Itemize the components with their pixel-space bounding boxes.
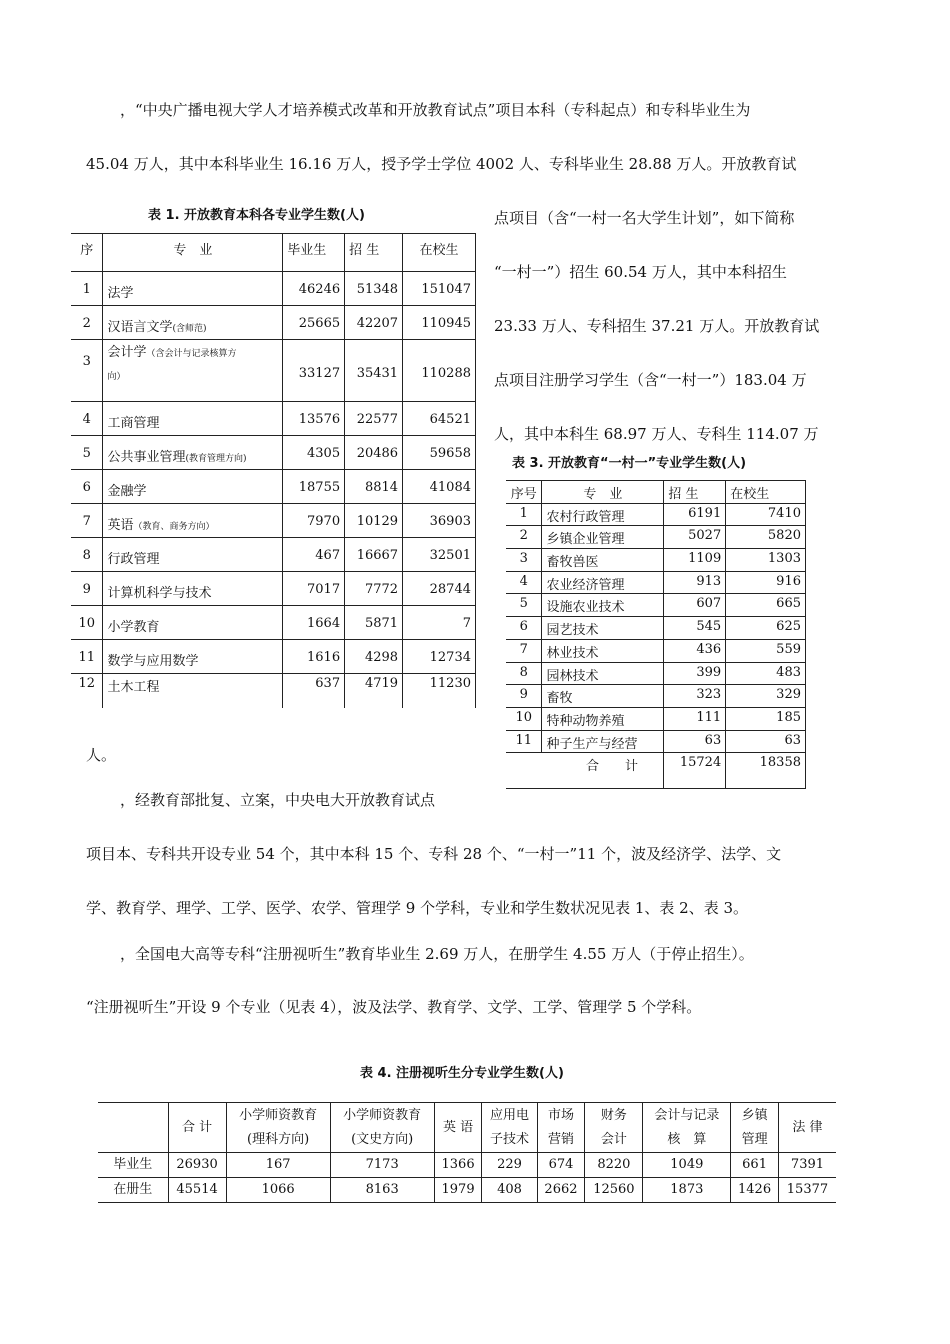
- enroll-cell: 607: [664, 594, 726, 617]
- header-cell: 序: [71, 234, 103, 272]
- table-row: [506, 707, 806, 730]
- current-cell: 110945: [403, 306, 476, 340]
- major-name: 设施农业技术: [542, 594, 664, 617]
- major-name: 农业经济管理: [542, 571, 664, 594]
- header-line1: 市场: [547, 1107, 574, 1123]
- current-cell: 12734: [403, 640, 476, 674]
- graduates-cell: 7970: [283, 504, 345, 538]
- row-number: 4: [506, 571, 542, 594]
- major-label: 汉语言文学: [107, 320, 173, 335]
- current-cell: 559: [726, 639, 806, 662]
- enroll-cell: 42207: [345, 306, 403, 340]
- enroll-cell: 35431: [345, 340, 403, 402]
- current-cell: 7: [403, 606, 476, 640]
- paragraph-line: 人。: [86, 746, 117, 764]
- table-cell: 1979: [434, 1178, 482, 1203]
- table-cell: 661: [731, 1153, 779, 1178]
- major-note: 向）: [107, 372, 126, 382]
- row-number: 8: [506, 662, 542, 685]
- header-line1: 小学师资教育: [343, 1107, 422, 1123]
- current-cell: 64521: [403, 402, 476, 436]
- table-row: [71, 272, 476, 306]
- graduates-cell: 18755: [283, 470, 345, 504]
- header-cell: 招 生: [345, 234, 403, 272]
- row-number: 5: [506, 594, 542, 617]
- graduates-cell: 25665: [283, 306, 345, 340]
- table-row: [71, 572, 476, 606]
- header-cell: [643, 1103, 731, 1153]
- current-cell: 110288: [403, 340, 476, 402]
- graduates-cell: 46246: [283, 272, 345, 306]
- header-line1: 法 律: [792, 1119, 823, 1135]
- current-cell: 151047: [403, 272, 476, 306]
- table-cell: 408: [482, 1178, 537, 1203]
- header-line1: 小学师资教育: [239, 1107, 318, 1123]
- major-name: 园艺技术: [542, 617, 664, 640]
- header-cell: [168, 1103, 226, 1153]
- header-line1: 合 计: [181, 1119, 213, 1135]
- major-label: 会计学: [107, 345, 147, 360]
- header-line2: 子技术: [490, 1131, 530, 1147]
- row-number: 6: [71, 470, 103, 504]
- table-cell: 7391: [778, 1153, 836, 1178]
- header-cell: 在校生: [726, 481, 806, 504]
- paragraph-line: 45.04 万人，其中本科毕业生 16.16 万人，授予学士学位 4002 人、专科毕业生 28.88 万人。开放教育试: [86, 155, 797, 173]
- total-enroll: 15724: [664, 753, 726, 789]
- current-cell: 63: [726, 730, 806, 753]
- major-name: [103, 306, 283, 340]
- row-number: 7: [71, 504, 103, 538]
- major-label: 公共事业管理: [107, 450, 186, 465]
- major-name: [103, 572, 283, 606]
- row-number: 11: [71, 640, 103, 674]
- enroll-cell: 1109: [664, 549, 726, 572]
- major-label: 法学: [107, 286, 134, 301]
- table4-caption: 表 4. 注册视听生分专业学生数(人): [360, 1066, 564, 1081]
- table4: [98, 1102, 836, 1203]
- table-row: [98, 1178, 836, 1203]
- major-name: 畜牧: [542, 685, 664, 708]
- header-line1: 英 语: [443, 1119, 474, 1135]
- major-name: [103, 402, 283, 436]
- header-line2: 营销: [547, 1131, 574, 1147]
- header-cell: [330, 1103, 434, 1153]
- row-number: 10: [71, 606, 103, 640]
- paragraph-line: ，“中央广播电视大学人才培养模式改革和开放教育试点”项目本科（专科起点）和专科毕业生为: [120, 101, 751, 119]
- major-name: 乡镇企业管理: [542, 526, 664, 549]
- table-cell: 167: [226, 1153, 330, 1178]
- row-number: 4: [71, 402, 103, 436]
- table-row: [98, 1153, 836, 1178]
- major-note: (含师范): [172, 324, 207, 334]
- enroll-cell: 913: [664, 571, 726, 594]
- current-cell: 916: [726, 571, 806, 594]
- table1-caption: 表 1. 开放教育本科各专业学生数(人): [148, 208, 365, 223]
- table-cell: 1366: [434, 1153, 482, 1178]
- major-name: [103, 340, 283, 402]
- table-row: [71, 504, 476, 538]
- paragraph-line: 学、教育学、理学、工学、医学、农学、管理学 9 个学科，专业和学生数状况见表 1、表 2、表 3。: [86, 899, 749, 917]
- paragraph-line: 项目本、专科共开设专业 54 个，其中本科 15 个、专科 28 个、“一村一”11 个，波及经济学、法学、文: [86, 845, 782, 863]
- paragraph-line: ，全国电大高等专科“注册视听生”教育毕业生 2.69 万人，在册学生 4.55 万人（于停止招生）。: [120, 945, 754, 963]
- table-header-row: [71, 234, 476, 272]
- enroll-cell: 111: [664, 707, 726, 730]
- enroll-cell: 20486: [345, 436, 403, 470]
- enroll-cell: 16667: [345, 538, 403, 572]
- major-label: 英语: [107, 518, 134, 533]
- row-label: 在册生: [98, 1178, 168, 1203]
- header-cell: 招 生: [664, 481, 726, 504]
- table-cell: 45514: [168, 1178, 226, 1203]
- major-note: （教育、商务方向）: [133, 522, 215, 532]
- enroll-cell: 8814: [345, 470, 403, 504]
- major-name: [103, 504, 283, 538]
- table-cell: 1049: [643, 1153, 731, 1178]
- header-line1: 财务: [600, 1107, 627, 1123]
- paragraph-line: “注册视听生”开设 9 个专业（见表 4），波及法学、教育学、文学、工学、管理学 5 个学科。: [86, 998, 702, 1016]
- paragraph-line: “一村一”）招生 60.54 万人，其中本科招生: [494, 263, 787, 281]
- row-number: 3: [506, 549, 542, 572]
- current-cell: 36903: [403, 504, 476, 538]
- header-cell: [778, 1103, 836, 1153]
- graduates-cell: 4305: [283, 436, 345, 470]
- header-cell: 专 业: [103, 234, 283, 272]
- header-cell: [731, 1103, 779, 1153]
- current-cell: 32501: [403, 538, 476, 572]
- table-row: [71, 306, 476, 340]
- table-row: [506, 617, 806, 640]
- current-cell: 1303: [726, 549, 806, 572]
- graduates-cell: 33127: [283, 340, 345, 402]
- major-name: 农村行政管理: [542, 503, 664, 526]
- table-row: [506, 685, 806, 708]
- header-line2: (理科方向): [247, 1131, 310, 1147]
- major-name: [103, 606, 283, 640]
- current-cell: 483: [726, 662, 806, 685]
- total-spacer: [506, 753, 542, 789]
- major-label: 数学与应用数学: [107, 654, 199, 669]
- header-cell: 毕业生: [283, 234, 345, 272]
- table-row: [71, 640, 476, 674]
- row-number: 9: [506, 685, 542, 708]
- major-name: 畜牧兽医: [542, 549, 664, 572]
- major-label: 计算机科学与技术: [107, 586, 212, 601]
- table-row: [506, 526, 806, 549]
- enroll-cell: 10129: [345, 504, 403, 538]
- header-line2: 管理: [741, 1131, 768, 1147]
- graduates-cell: 637: [283, 674, 345, 708]
- major-name: [103, 538, 283, 572]
- header-line2: 会计: [600, 1131, 627, 1147]
- table-row: [71, 436, 476, 470]
- total-label: 合 计: [542, 753, 664, 789]
- paragraph-line: 23.33 万人、专科招生 37.21 万人。开放教育试: [494, 317, 820, 335]
- table-row: [71, 674, 476, 708]
- table-cell: 26930: [168, 1153, 226, 1178]
- header-cell: [226, 1103, 330, 1153]
- enroll-cell: 6191: [664, 503, 726, 526]
- table-row: [71, 340, 476, 402]
- table-cell: 1426: [731, 1178, 779, 1203]
- corner-cell: [98, 1103, 168, 1153]
- row-number: 1: [506, 503, 542, 526]
- current-cell: 59658: [403, 436, 476, 470]
- major-label: 金融学: [107, 484, 147, 499]
- table-row: [506, 503, 806, 526]
- table-cell: 229: [482, 1153, 537, 1178]
- table-row: [506, 662, 806, 685]
- major-label: 工商管理: [107, 416, 160, 431]
- total-current: 18358: [726, 753, 806, 789]
- table-row: [71, 470, 476, 504]
- table-row: [71, 606, 476, 640]
- table-row: [71, 538, 476, 572]
- major-name: 林业技术: [542, 639, 664, 662]
- enroll-cell: 5027: [664, 526, 726, 549]
- table3-caption: 表 3. 开放教育“一村一”专业学生数(人): [512, 456, 747, 471]
- table-row: [506, 571, 806, 594]
- row-number: 7: [506, 639, 542, 662]
- header-line2: 核 算: [667, 1131, 707, 1147]
- enroll-cell: 436: [664, 639, 726, 662]
- table-cell: 2662: [537, 1178, 585, 1203]
- graduates-cell: 1664: [283, 606, 345, 640]
- major-name: [103, 640, 283, 674]
- major-name: 园林技术: [542, 662, 664, 685]
- major-name: 种子生产与经营: [542, 730, 664, 753]
- current-cell: 185: [726, 707, 806, 730]
- row-number: 8: [71, 538, 103, 572]
- row-number: 2: [71, 306, 103, 340]
- current-cell: 5820: [726, 526, 806, 549]
- current-cell: 11230: [403, 674, 476, 708]
- table-cell: 12560: [585, 1178, 643, 1203]
- graduates-cell: 467: [283, 538, 345, 572]
- major-note: (教育管理方向): [185, 454, 247, 464]
- header-cell: [537, 1103, 585, 1153]
- major-label: 小学教育: [107, 620, 160, 635]
- row-label: 毕业生: [98, 1153, 168, 1178]
- table1: [71, 233, 476, 708]
- enroll-cell: 63: [664, 730, 726, 753]
- major-name: [103, 674, 283, 708]
- table-row: [506, 639, 806, 662]
- current-cell: 7410: [726, 503, 806, 526]
- table-cell: 15377: [778, 1178, 836, 1203]
- current-cell: 41084: [403, 470, 476, 504]
- enroll-cell: 545: [664, 617, 726, 640]
- enroll-cell: 4298: [345, 640, 403, 674]
- header-cell: 在校生: [403, 234, 476, 272]
- row-number: 3: [71, 340, 103, 402]
- paragraph-line: 点项目注册学习学生（含“一村一”）183.04 万: [494, 371, 807, 389]
- enroll-cell: 4719: [345, 674, 403, 708]
- major-label: 土木工程: [107, 680, 160, 695]
- table-row: [506, 594, 806, 617]
- major-name: [103, 470, 283, 504]
- major-name: [103, 436, 283, 470]
- table-header-row: [98, 1103, 836, 1153]
- header-cell: [482, 1103, 537, 1153]
- header-line1: 应用电: [490, 1107, 530, 1123]
- current-cell: 28744: [403, 572, 476, 606]
- table-header-row: [506, 481, 806, 504]
- header-line1: 乡镇: [741, 1107, 768, 1123]
- row-number: 11: [506, 730, 542, 753]
- row-number: 6: [506, 617, 542, 640]
- paragraph-line: 点项目（含“一村一名大学生计划”，如下简称: [494, 209, 795, 227]
- graduates-cell: 13576: [283, 402, 345, 436]
- graduates-cell: 1616: [283, 640, 345, 674]
- enroll-cell: 323: [664, 685, 726, 708]
- major-label: 行政管理: [107, 552, 160, 567]
- paragraph-line: 人，其中本科生 68.97 万人、专科生 114.07 万: [494, 425, 819, 443]
- row-number: 1: [71, 272, 103, 306]
- header-line2: (文史方向): [351, 1131, 414, 1147]
- current-cell: 329: [726, 685, 806, 708]
- table-total-row: [506, 753, 806, 789]
- current-cell: 625: [726, 617, 806, 640]
- major-name: 特种动物养殖: [542, 707, 664, 730]
- row-number: 10: [506, 707, 542, 730]
- header-cell: [434, 1103, 482, 1153]
- header-line1: 会计与记录: [654, 1107, 720, 1123]
- row-number: 5: [71, 436, 103, 470]
- table-row: [506, 730, 806, 753]
- table-cell: 1066: [226, 1178, 330, 1203]
- header-cell: 专 业: [542, 481, 664, 504]
- row-number: 9: [71, 572, 103, 606]
- row-number: 2: [506, 526, 542, 549]
- major-name: [103, 272, 283, 306]
- enroll-cell: 22577: [345, 402, 403, 436]
- enroll-cell: 399: [664, 662, 726, 685]
- row-number: 12: [78, 676, 95, 691]
- graduates-cell: 7017: [283, 572, 345, 606]
- enroll-cell: 51348: [345, 272, 403, 306]
- current-cell: 665: [726, 594, 806, 617]
- paragraph-line: ，经教育部批复、立案，中央电大开放教育试点: [120, 791, 436, 809]
- table3: [506, 480, 806, 789]
- table-row: [71, 402, 476, 436]
- header-cell: [585, 1103, 643, 1153]
- table-cell: 8220: [585, 1153, 643, 1178]
- table-row: [506, 549, 806, 572]
- major-note: （含会计与记录核算方: [146, 349, 237, 359]
- table-cell: 8163: [330, 1178, 434, 1203]
- enroll-cell: 7772: [345, 572, 403, 606]
- table-cell: 1873: [643, 1178, 731, 1203]
- enroll-cell: 5871: [345, 606, 403, 640]
- header-cell: 序号: [506, 481, 542, 504]
- table-cell: 7173: [330, 1153, 434, 1178]
- table-cell: 674: [537, 1153, 585, 1178]
